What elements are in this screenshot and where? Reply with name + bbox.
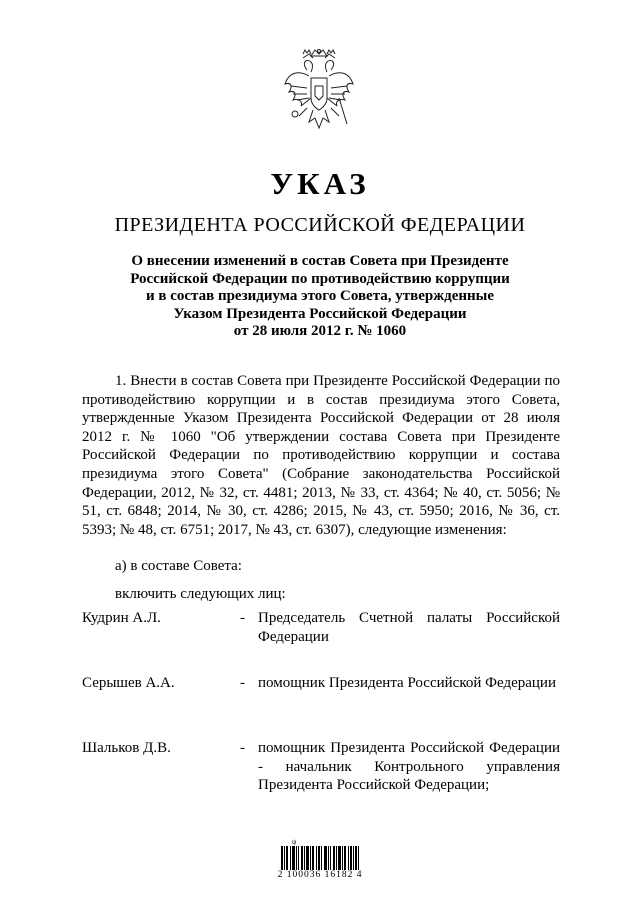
include-persons-text: включить следующих лиц:: [115, 586, 286, 602]
heading-line: Российской Федерации по противодействию коррупции: [130, 270, 510, 287]
heading-line: О внесении изменений в состав Совета при Президенте: [131, 253, 509, 269]
heading-line: от 28 июля 2012 г. № 1060: [233, 323, 407, 340]
barcode-number: 2 100036 16182 4: [277, 870, 363, 880]
state-emblem-icon: [281, 48, 357, 144]
person-name: Серышев А.А.: [82, 675, 175, 691]
corner-mark: ψ: [292, 838, 297, 846]
person-role: помощник Президента Российской Федерации - начальник Контрольного управления Президента Российской Федерации;: [258, 740, 560, 794]
document-heading: [80, 253, 560, 341]
person-role: помощник Президента Российской Федерации: [258, 675, 556, 691]
person-dash: -: [240, 675, 245, 691]
person-role: Председатель Счетной палаты Российской Федерации: [258, 610, 560, 645]
person-name: Шальков Д.В.: [82, 740, 171, 756]
item-a: а) в составе Совета:: [115, 558, 242, 574]
person-dash: -: [240, 740, 245, 756]
paragraph-1: 1. Внести в состав Совета при Президенте Российской Федерации по противодействию коррупции и в состав президиума этого Совета, утвержденные Указом Президента Российской Федерации от 28 июля 2012 г. № 1060 "Об утверждении состава Совета при Президенте Российской Федерации по противодействию коррупции и состава президиума этого Совета" (Собрание законодательства Российской Федерации, 2012, № 32, ст. 4481; 2013, № 33, ст. 4364; № 40, ст. 5056; № 51, ст. 6848; 2014, № 30, ст. 4286; 2015, № 43, ст. 5950; 2016, № 36, ст. 5393; № 48, ст. 6751; 2017, № 43, ст. 6307), следующие изменения:: [82, 373, 560, 538]
document-title: УКАЗ: [270, 166, 370, 201]
heading-line: Указом Президента Российской Федерации: [173, 305, 467, 322]
heading-line: и в состав президиума этого Совета, утвержденные: [145, 288, 495, 305]
person-name: Кудрин А.Л.: [82, 610, 161, 626]
document-subtitle: ПРЕЗИДЕНТА РОССИЙСКОЙ ФЕДЕРАЦИИ: [114, 214, 526, 236]
person-dash: -: [240, 610, 245, 626]
